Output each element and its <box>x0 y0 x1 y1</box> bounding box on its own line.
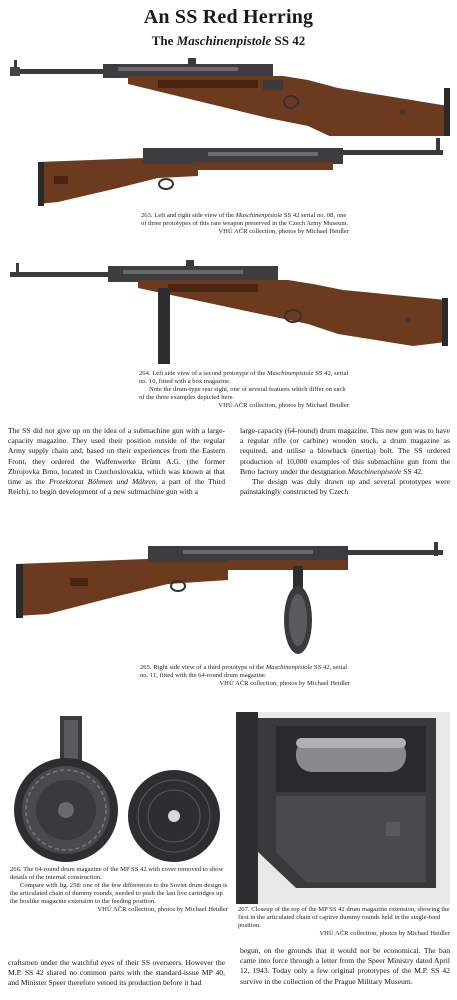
body-text-bottom-right: begun, on the grounds that it would not be economical. The ban came into force through a letter from the Speer Ministry dated April 12, 1943. Today only a few original prototypes of the M.P. SS 42 survive in the collection of the Prague Military Museum. <box>240 946 450 986</box>
body-text-bottom-left: craftsmen under the watchful eyes of their SS overseers. However the M.P. SS 42 shared no common parts with the standard-issue MP 40, and Minister Speer therefore vetoed its production before it had <box>8 958 225 988</box>
caption-fig-266: 266. The 64-round drum magazine of the MP SS 42 with cover removed to show details of the internal construction. Compare with fig. 258: one of the few differences to the Soviet drum design is the articulated chain of dummy rounds, needed to push the last live cartridges up the boxlike magazine extension to the feeding position. VHÚ AČR collection, photos by Michael Heidler <box>10 866 228 913</box>
page-subtitle: The Maschinenpistole SS 42 <box>151 33 306 48</box>
drum-magazine-photo <box>8 712 230 862</box>
caption-fig-263: 263. Left and right side view of the Maschinenpistole SS 42 serial no. 08, one of three prototypes of this rare weapon preserved in the Czech Army Museum. VHÚ AČR collection, photos by Michael Heidler <box>141 212 349 235</box>
rifle-photo-box-magazine <box>8 258 450 368</box>
rifle-photo-drum-magazine <box>8 540 450 665</box>
caption-fig-265: 265. Right side view of a third prototype of the Maschinenpistole SS 42, serial no. 11, fitted with the 64-round drum magazine. VHÚ AČR collection, photos by Michael Heidler <box>140 664 350 687</box>
credit-fig-264: VHÚ AČR collection, photos by Michael Heidler <box>218 402 349 409</box>
credit-fig-266: VHÚ AČR collection, photos by Michael Heidler <box>97 906 228 913</box>
caption-fig-264: 264. Left side view of a second prototype of the Maschinenpistole SS 42, serial no. 10, fitted with a box magazine. Note the drum-type rear sight, one of several features which differ on each of the three examples depicted here. VHÚ AČR collection, photos by Michael Heidler <box>139 370 349 409</box>
page-title: An SS Red Herring <box>143 6 314 28</box>
credit-fig-267: VHÚ AČR collection, photos by Michael Heidler <box>319 930 450 937</box>
caption-fig-267: 267. Closeup of the top of the MP SS 42 drum magazine extension, showing the first in the articulated chain of captive dummy rounds held in the single-feed position. VHÚ AČR collection, photos by Michael Heidler <box>238 906 450 937</box>
rifle-photo-right-side <box>8 136 450 206</box>
body-text-top-left: The SS did not give up on the idea of a submachine gun with a large-capacity magazine. They used their position outside of the regular Army supply chain and, based on their experiences from the Eastern Front, they ordered the Waffenwerke Brünn A.G. (the former Zbrojovka Brno, located in Czechoslovakia, which was known at that time as the Protektorat Böhmen und Mähren, a part of the Third Reich), to begin development of a new submachine gun with a <box>8 426 225 497</box>
credit-fig-265: VHÚ AČR collection, photos by Michael Heidler <box>219 680 350 687</box>
body-text-top-right: large-capacity (64-round) drum magazine. This new gun was to have a regular rifle (or carbine) wooden stock, a drum magazine as required, and utilise a blowback (inertia) bolt. The SS ordered production of 10,000 examples of this submachine gun from the Brno factory under the designation Maschinenpistole SS 42. The design was duly drawn up and several prototypes were painstakingly constructed by Czech <box>240 426 450 497</box>
magazine-extension-closeup-photo <box>236 712 450 904</box>
rifle-photo-left-side <box>8 54 450 138</box>
credit-fig-263: VHÚ AČR collection, photos by Michael Heidler <box>218 228 349 235</box>
